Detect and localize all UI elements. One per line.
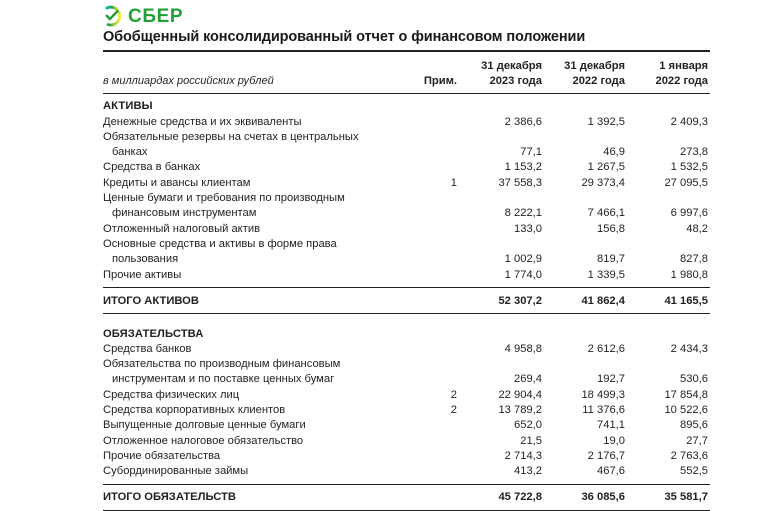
page-title: Обобщенный консолидированный отчет о финансовом положении xyxy=(103,29,586,45)
total-value-col1: 52 307,2 xyxy=(498,294,542,307)
row-label: Кредиты и авансы клиентам xyxy=(103,176,251,189)
row-value-col3 xyxy=(627,191,710,206)
table-row xyxy=(103,268,710,283)
assets-section xyxy=(103,94,710,321)
column-header-line1: 1 января xyxy=(659,60,708,72)
row-note: 2 xyxy=(450,388,457,401)
row-value-col3: 273,8 xyxy=(680,146,708,159)
table-row xyxy=(103,464,710,479)
row-value-col1: 1 774,0 xyxy=(504,268,542,281)
row-value-col1: 652,0 xyxy=(514,419,542,432)
row-value-col2: 467,6 xyxy=(597,465,625,478)
total-row-liabilities xyxy=(103,485,710,506)
table-row xyxy=(103,206,710,221)
row-note: 2 xyxy=(450,404,457,417)
row-value-col2: 46,9 xyxy=(603,146,625,159)
units-label: в миллиардах российских рублей xyxy=(103,75,274,88)
total-note xyxy=(408,288,460,309)
row-value-col3: 552,5 xyxy=(680,465,708,478)
total-row-assets xyxy=(103,288,710,309)
row-value-col1: 2 386,6 xyxy=(504,115,542,128)
row-value-col2: 741,1 xyxy=(597,419,625,432)
row-label: Основные средства и активы в форме права xyxy=(103,237,337,250)
total-value-col2: 36 085,6 xyxy=(581,491,625,504)
row-note xyxy=(408,372,460,387)
section-heading-liabilities: ОБЯЗАТЕЛЬСТВА xyxy=(103,327,204,340)
row-value-col3: 10 522,6 xyxy=(664,404,708,417)
row-value-col3: 530,6 xyxy=(680,373,708,386)
table-row xyxy=(103,342,710,357)
column-header-2022-01-01 xyxy=(627,59,710,90)
row-value-col3: 1 532,5 xyxy=(670,161,708,174)
row-value-col1: 4 958,8 xyxy=(504,342,542,355)
table-row xyxy=(103,372,710,387)
table-row xyxy=(103,403,710,418)
table-header xyxy=(103,59,710,94)
row-note xyxy=(408,222,460,237)
row-label: Отложенное налоговое обязательство xyxy=(103,434,304,447)
liabilities-section xyxy=(103,321,710,511)
table-header-row xyxy=(103,59,710,90)
row-value-col2: 2 176,7 xyxy=(587,449,625,462)
column-header-2023-12-31 xyxy=(460,59,544,90)
column-header-line1: 31 декабря xyxy=(564,60,625,72)
row-note xyxy=(408,160,460,175)
row-label: банках xyxy=(112,146,148,159)
column-header-note: Прим. xyxy=(423,75,457,88)
row-note xyxy=(408,115,460,130)
row-note xyxy=(408,268,460,283)
table-row xyxy=(103,160,710,175)
total-value-col1: 45 722,8 xyxy=(498,491,542,504)
row-note xyxy=(408,206,460,221)
row-label: Прочие обязательства xyxy=(103,449,221,462)
column-header-line2: 2023 года xyxy=(489,75,542,88)
row-note xyxy=(408,342,460,357)
row-label: финансовым инструментам xyxy=(112,207,257,220)
row-note xyxy=(408,434,460,449)
section-heading-row xyxy=(103,94,710,115)
row-value-col1: 269,4 xyxy=(514,373,542,386)
row-value-col3: 2 409,3 xyxy=(670,115,708,128)
total-divider-row-bottom xyxy=(103,506,710,511)
row-note xyxy=(408,357,460,372)
row-value-col1: 21,5 xyxy=(520,434,542,447)
row-value-col1 xyxy=(460,357,544,372)
row-value-col2: 19,0 xyxy=(603,434,625,447)
row-note xyxy=(408,418,460,433)
row-label: Прочие активы xyxy=(103,268,182,281)
row-value-col2: 819,7 xyxy=(597,253,625,266)
row-label: Денежные средства и их эквиваленты xyxy=(103,115,302,128)
row-label: Средства физических лиц xyxy=(103,388,240,401)
row-value-col1: 13 789,2 xyxy=(498,404,542,417)
row-value-col2: 1 267,5 xyxy=(587,161,625,174)
row-value-col1: 1 002,9 xyxy=(504,253,542,266)
row-value-col3: 2 434,3 xyxy=(670,342,708,355)
row-value-col1: 133,0 xyxy=(514,222,542,235)
financial-position-table xyxy=(103,59,710,511)
row-value-col2: 1 392,5 xyxy=(587,115,625,128)
row-note xyxy=(408,464,460,479)
row-label: пользования xyxy=(112,253,179,266)
table-row xyxy=(103,222,710,237)
column-header-line2: 2022 года xyxy=(572,75,625,88)
brand-logo xyxy=(100,4,183,28)
row-value-col1: 1 153,2 xyxy=(504,161,542,174)
row-value-col3: 895,6 xyxy=(680,419,708,432)
row-note xyxy=(408,252,460,267)
section-spacer xyxy=(103,314,710,321)
row-label: Средства корпоративных клиентов xyxy=(103,404,286,417)
row-value-col1: 413,2 xyxy=(514,465,542,478)
row-note xyxy=(408,191,460,206)
column-header-line2: 2022 года xyxy=(655,75,708,88)
row-label: Отложенный налоговый актив xyxy=(103,222,261,235)
row-value-col1 xyxy=(460,237,544,252)
row-label: инструментам и по поставке ценных бумаг xyxy=(112,373,335,386)
section-heading-assets: АКТИВЫ xyxy=(103,100,153,113)
row-value-col1: 2 714,3 xyxy=(504,449,542,462)
row-value-col1 xyxy=(460,130,544,145)
row-value-col2 xyxy=(544,357,627,372)
total-label: ИТОГО АКТИВОВ xyxy=(103,294,199,307)
row-value-col3 xyxy=(627,357,710,372)
table-row xyxy=(103,237,710,252)
row-value-col1: 8 222,1 xyxy=(504,207,542,220)
table-row xyxy=(103,418,710,433)
row-value-col3: 27,7 xyxy=(686,434,708,447)
table-row xyxy=(103,176,710,191)
table-row xyxy=(103,252,710,267)
row-value-col3: 6 997,6 xyxy=(670,207,708,220)
row-value-col1: 22 904,4 xyxy=(498,388,542,401)
row-note xyxy=(408,449,460,464)
row-value-col3: 1 980,8 xyxy=(670,268,708,281)
table-row xyxy=(103,449,710,464)
total-divider xyxy=(103,506,710,511)
row-value-col2: 156,8 xyxy=(597,222,625,235)
column-header-2022-12-31 xyxy=(544,59,627,90)
section-heading-row xyxy=(103,321,710,342)
row-note xyxy=(408,130,460,145)
row-label: Средства банков xyxy=(103,342,192,355)
row-value-col2: 11 376,6 xyxy=(582,404,625,417)
row-label: Субординированные займы xyxy=(103,465,249,478)
total-label: ИТОГО ОБЯЗАТЕЛЬСТВ xyxy=(103,491,236,504)
row-label: Обязательства по производным финансовым xyxy=(103,358,341,371)
row-value-col3: 48,2 xyxy=(686,222,708,235)
row-value-col1: 77,1 xyxy=(520,146,542,159)
table-row xyxy=(103,115,710,130)
table-row xyxy=(103,434,710,449)
row-label: Обязательные резервы на счетах в центральных xyxy=(103,130,359,143)
row-value-col2: 1 339,5 xyxy=(587,268,625,281)
row-label: Выпущенные долговые ценные бумаги xyxy=(103,419,306,432)
table-row xyxy=(103,145,710,160)
table-row xyxy=(103,388,710,403)
row-value-col3: 17 854,8 xyxy=(664,388,708,401)
row-value-col2 xyxy=(544,191,627,206)
row-label: Средства в банках xyxy=(103,161,201,174)
row-note xyxy=(408,145,460,160)
sber-circle-check-icon xyxy=(100,5,122,27)
row-value-col2: 18 499,3 xyxy=(581,388,625,401)
table-row xyxy=(103,130,710,145)
column-header-line1: 31 декабря xyxy=(481,60,542,72)
total-value-col2: 41 862,4 xyxy=(581,294,625,307)
row-value-col2 xyxy=(544,237,627,252)
row-label: Ценные бумаги и требования по производным xyxy=(103,192,345,205)
total-note xyxy=(408,485,460,506)
row-value-col1: 37 558,3 xyxy=(498,176,542,189)
row-note xyxy=(408,237,460,252)
row-value-col3 xyxy=(627,237,710,252)
row-value-col2: 29 373,4 xyxy=(581,176,625,189)
title-divider xyxy=(103,50,710,52)
brand-name: СБЕР xyxy=(128,5,184,27)
row-value-col2: 192,7 xyxy=(597,373,625,386)
row-value-col2 xyxy=(544,130,627,145)
total-value-col3: 35 581,7 xyxy=(664,491,708,504)
total-value-col3: 41 165,5 xyxy=(664,294,708,307)
row-value-col3: 27 095,5 xyxy=(664,176,708,189)
row-value-col3 xyxy=(627,130,710,145)
table-row xyxy=(103,191,710,206)
row-value-col2: 2 612,6 xyxy=(587,342,625,355)
row-value-col1 xyxy=(460,191,544,206)
row-value-col3: 2 763,6 xyxy=(670,449,708,462)
row-value-col3: 827,8 xyxy=(680,253,708,266)
table-row xyxy=(103,357,710,372)
row-note: 1 xyxy=(450,176,457,189)
row-value-col2: 7 466,1 xyxy=(587,207,625,220)
